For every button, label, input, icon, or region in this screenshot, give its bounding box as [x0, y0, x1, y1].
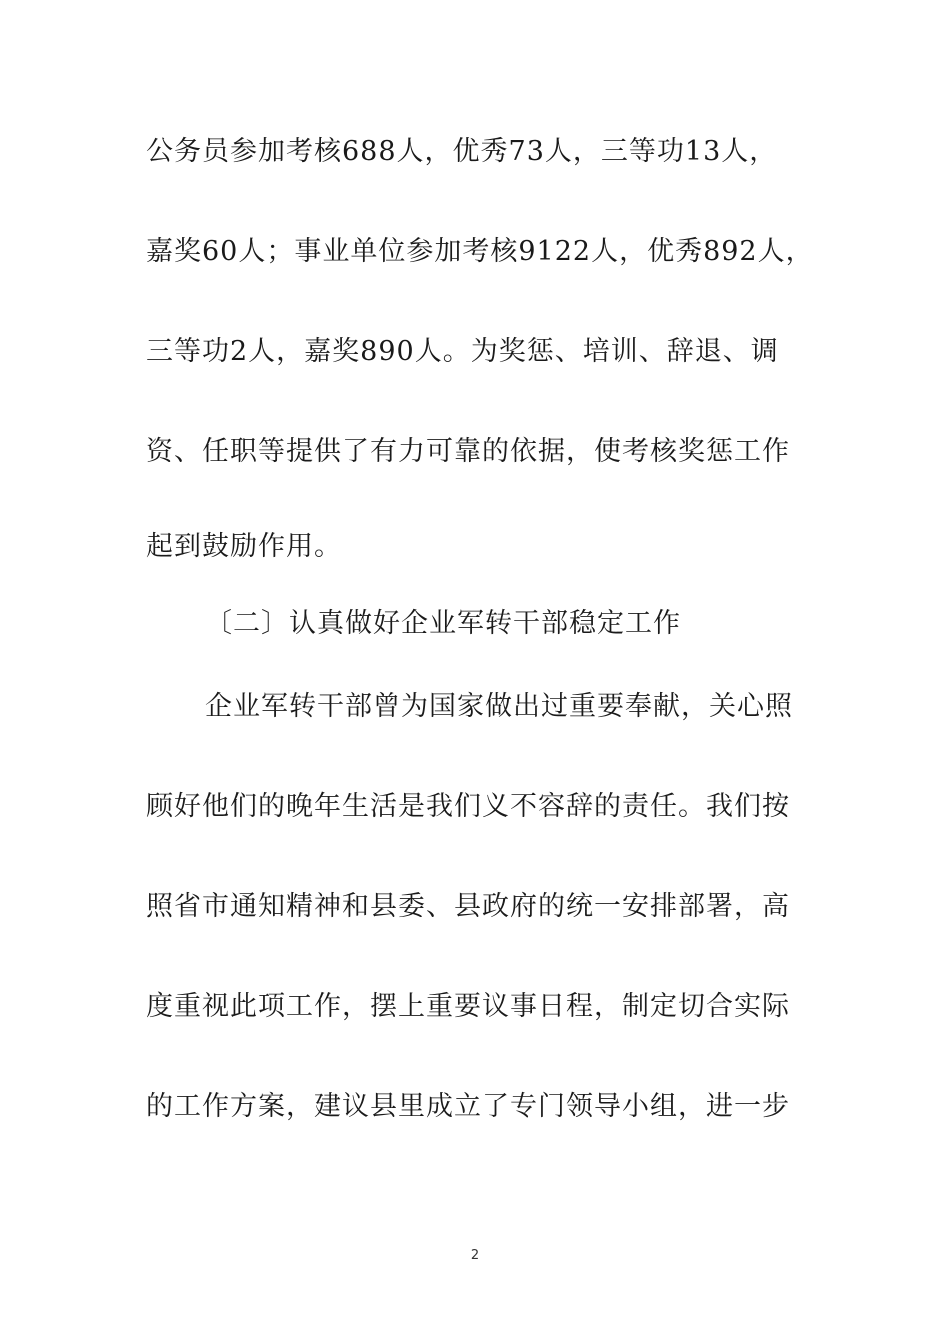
paragraph-line: 顾好他们的晚年生活是我们义不容辞的责任。我们按	[146, 791, 790, 822]
paragraph-line: 度重视此项工作，摆上重要议事日程，制定切合实际	[146, 991, 790, 1022]
paragraph-line: 资、任职等提供了有力可靠的依据，使考核奖惩工作	[146, 436, 790, 467]
paragraph-line: 三等功2人，嘉奖890人。为奖惩、培训、辞退、调	[146, 336, 779, 367]
section-heading: 〔二〕认真做好企业军转干部稳定工作	[205, 608, 681, 639]
paragraph-line: 嘉奖60人；事业单位参加考核9122人，优秀892人，	[146, 236, 814, 267]
paragraph-line: 照省市通知精神和县委、县政府的统一安排部署，高	[146, 891, 790, 922]
paragraph-line: 的工作方案，建议县里成立了专门领导小组，进一步	[146, 1091, 790, 1122]
paragraph-line: 公务员参加考核688人，优秀73人，三等功13人，	[146, 136, 778, 167]
paragraph-line: 企业军转干部曾为国家做出过重要奉献，关心照	[205, 691, 793, 722]
page-number: 2	[470, 1248, 480, 1263]
paragraph-line: 起到鼓励作用。	[146, 531, 342, 562]
